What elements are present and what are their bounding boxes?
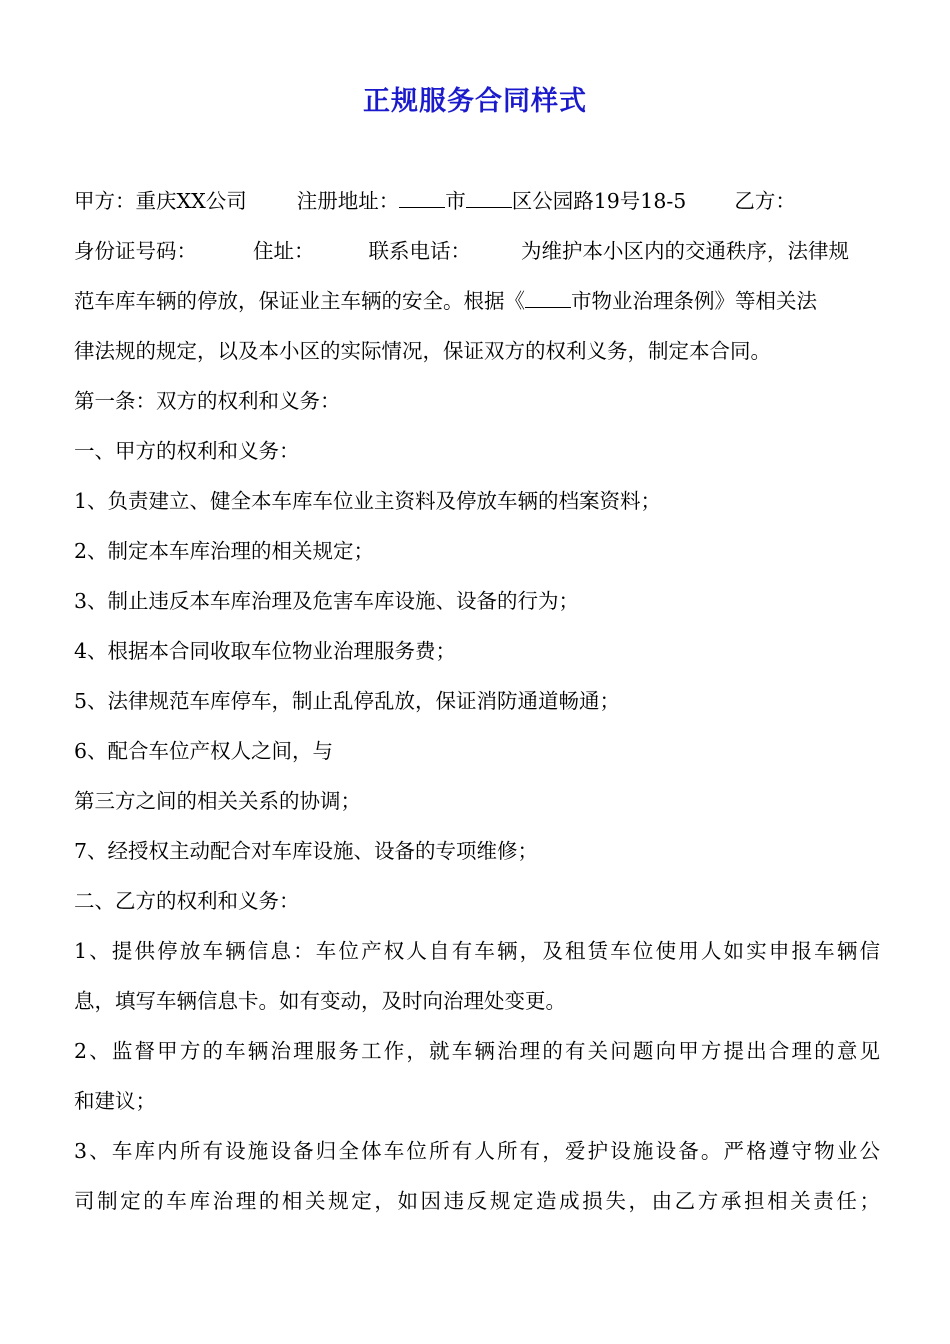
party-a-label: 甲方：重庆XX公司 [74, 189, 247, 213]
preamble-line-2-after: 市物业治理条例》等相关法 [571, 289, 817, 313]
party-b-label: 乙方： [734, 189, 796, 213]
preamble-line-2-before: 范车库车辆的停放，保证业主车辆的安全。根据《 [74, 289, 525, 313]
section-a-item: 4、根据本合同收取车位物业治理服务费； [74, 639, 457, 663]
id-number-label: 身份证号码： [74, 239, 197, 263]
city-suffix: 市 [445, 189, 466, 213]
preamble-line-3: 律法规的规定，以及本小区的实际情况，保证双方的权利义务，制定本合同。 [74, 339, 771, 363]
residence-label: 住址： [253, 239, 315, 263]
id-line [74, 226, 880, 276]
section-b-item-2-line-1: 2、监督甲方的车辆治理服务工作，就车辆治理的有关问题向甲方提出合理的意见 [74, 1039, 880, 1063]
district-blank [466, 185, 512, 208]
contract-body [74, 176, 880, 1226]
section-a-item: 3、制止违反本车库治理及危害车库设施、设备的行为； [74, 589, 580, 613]
address-label: 注册地址： [296, 189, 400, 213]
preamble-start: 为维护本小区内的交通秩序，法律规 [521, 239, 849, 263]
section-b-heading: 二、乙方的权利和义务： [74, 889, 300, 913]
section-a-item: 2、制定本车库治理的相关规定； [74, 539, 375, 563]
section-a-item: 5、法律规范车库停车，制止乱停乱放，保证消防通道畅通； [74, 689, 621, 713]
section-a-heading: 一、甲方的权利和义务： [74, 439, 300, 463]
section-b-item-3-line-1: 3、车库内所有设施设备归全体车位所有人所有，爱护设施设备。严格遵守物业公 [74, 1139, 880, 1163]
article-1-heading: 第一条：双方的权利和义务： [74, 389, 341, 413]
section-b-item-1-line-2: 息，填写车辆信息卡。如有变动，及时向治理处变更。 [74, 989, 566, 1013]
regulation-city-blank [525, 285, 571, 308]
document-title-text: 正规服务合同样式 [363, 86, 587, 117]
district-text: 区公园路19号18-5 [511, 189, 687, 213]
section-b-item-3-line-2: 司制定的车库治理的相关规定，如因违反规定造成损失，由乙方承担相关责任； [74, 1189, 880, 1213]
city-blank [399, 185, 445, 208]
section-a-item: 1、负责建立、健全本车库车位业主资料及停放车辆的档案资料； [74, 489, 662, 513]
section-a-item: 7、经授权主动配合对车库设施、设备的专项维修； [74, 839, 539, 863]
preamble-line-2 [74, 276, 880, 326]
document-title [0, 82, 950, 122]
section-a-item: 6、配合车位产权人之间，与 [74, 739, 334, 763]
header-line [74, 176, 880, 226]
phone-label: 联系电话： [368, 239, 471, 263]
section-b-item-1-line-1: 1、提供停放车辆信息：车位产权人自有车辆，及租赁车位使用人如实申报车辆信 [74, 939, 880, 963]
section-b-item-2-line-2: 和建议； [74, 1089, 156, 1113]
section-a-item: 第三方之间的相关关系的协调； [74, 789, 361, 813]
